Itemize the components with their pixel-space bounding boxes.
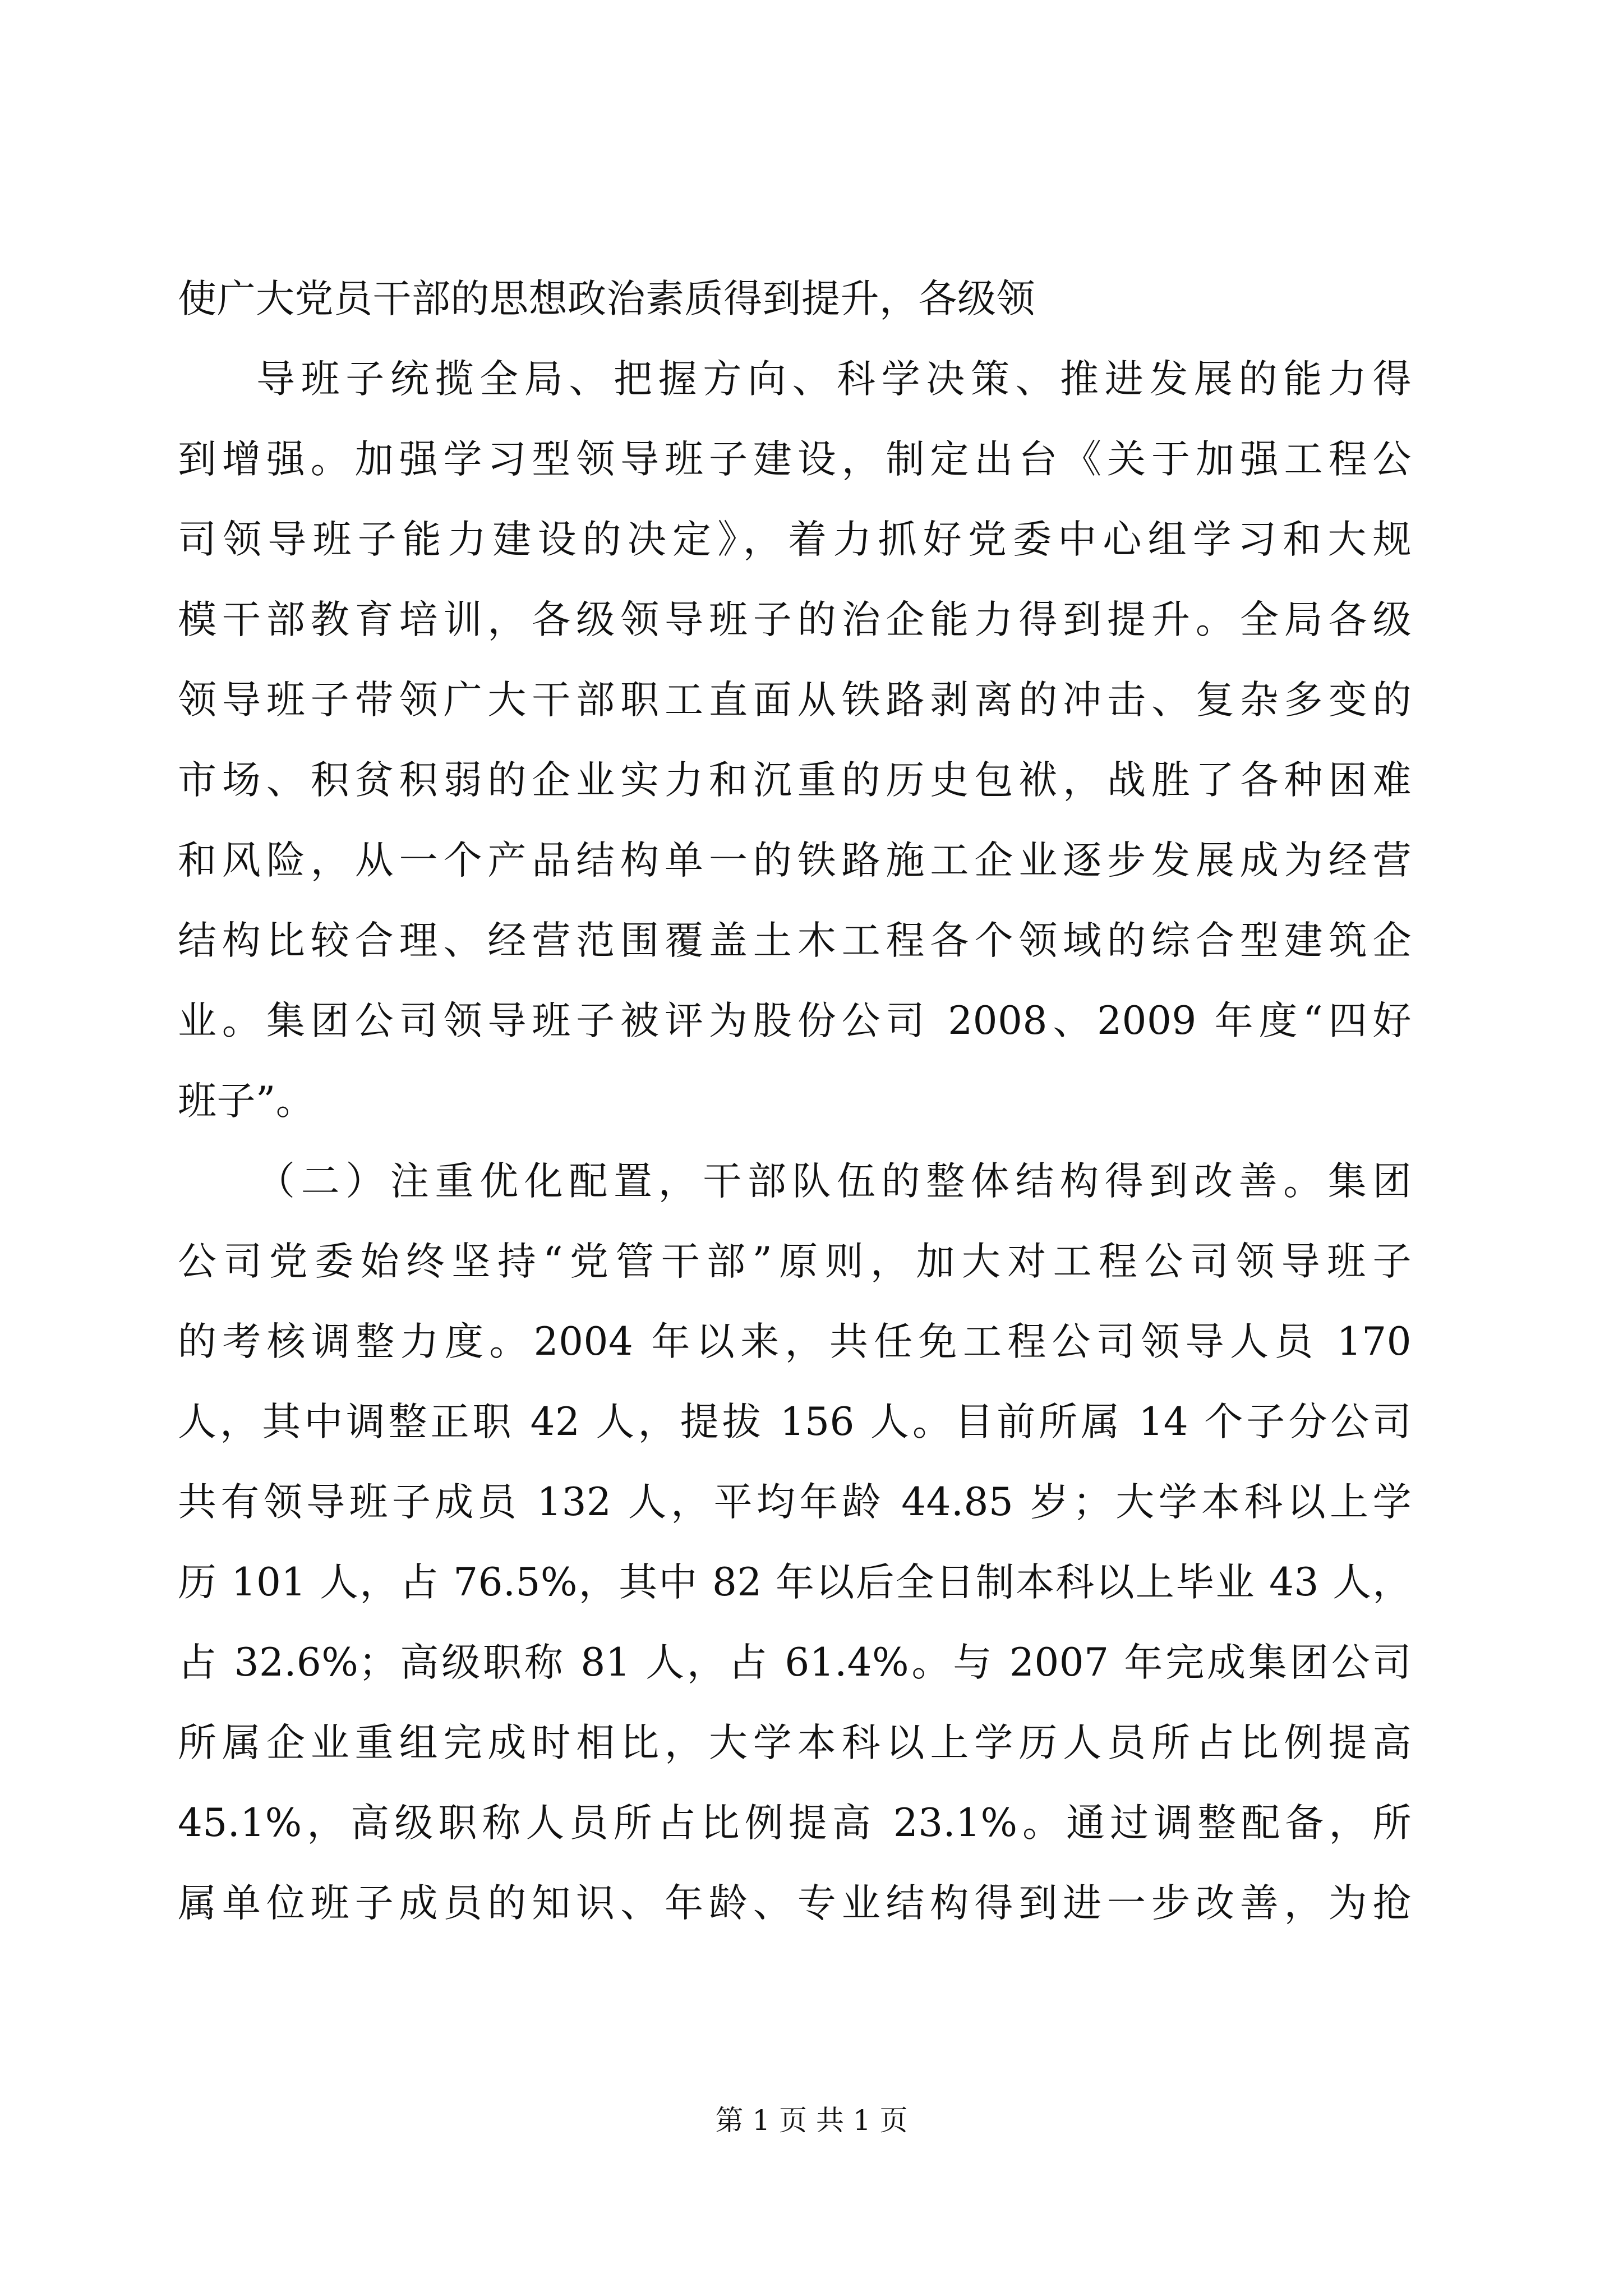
page-footer xyxy=(0,2101,1623,2140)
text-line-1: 使广大党员干部的思想政治素质得到提升，各级领 xyxy=(178,277,1035,321)
page-number-label: 第 1 页 共 1 页 xyxy=(715,2104,908,2137)
text-line-18: 占 32.6%；高级职称 81 人，占 61.4%。与 2007 年完成集团公司 xyxy=(178,1640,1412,1685)
text-line-6: 领导班子带领广大干部职工直面从铁路剥离的冲击、复杂多变的 xyxy=(178,678,1412,723)
text-line-13: 公司党委始终坚持“党管干部”原则，加大对工程公司领导班子 xyxy=(178,1239,1412,1284)
text-line-21: 属单位班子成员的知识、年龄、专业结构得到进一步改善，为抢 xyxy=(178,1881,1412,1926)
text-line-16: 共有领导班子成员 132 人，平均年龄 44.85 岁；大学本科以上学 xyxy=(178,1480,1412,1525)
text-line-9: 结构比较合理、经营范围覆盖土木工程各个领域的综合型建筑企 xyxy=(178,918,1412,963)
text-line-15: 人，其中调整正职 42 人，提拔 156 人。目前所属 14 个子分公司 xyxy=(178,1400,1412,1444)
text-line-14: 的考核调整力度。2004 年以来，共任免工程公司领导人员 170 xyxy=(178,1319,1412,1364)
text-line-8: 和风险，从一个产品结构单一的铁路施工企业逐步发展成为经营 xyxy=(178,838,1412,883)
text-line-7: 市场、积贫积弱的企业实力和沉重的历史包袱，战胜了各种困难 xyxy=(178,758,1412,803)
text-line-3: 到增强。加强学习型领导班子建设，制定出台《关于加强工程公 xyxy=(178,437,1412,482)
body-text xyxy=(178,259,1412,1944)
text-line-19: 所属企业重组完成时相比，大学本科以上学历人员所占比例提高 xyxy=(178,1720,1412,1765)
text-line-11: 班子”。 xyxy=(178,1079,315,1124)
text-line-2: 导班子统揽全局、把握方向、科学决策、推进发展的能力得 xyxy=(256,357,1412,402)
text-line-4: 司领导班子能力建设的决定》，着力抓好党委中心组学习和大规 xyxy=(178,517,1412,562)
text-line-12: （二）注重优化配置，干部队伍的整体结构得到改善。集团 xyxy=(256,1159,1412,1204)
text-line-5: 模干部教育培训，各级领导班子的治企能力得到提升。全局各级 xyxy=(178,597,1412,642)
text-line-17: 历 101 人，占 76.5%，其中 82 年以后全日制本科以上毕业 43 人， xyxy=(178,1560,1412,1605)
text-line-10: 业。集团公司领导班子被评为股份公司 2008、2009 年度“四好 xyxy=(178,999,1412,1043)
text-line-20: 45.1%，高级职称人员所占比例提高 23.1%。通过调整配备，所 xyxy=(178,1801,1412,1846)
